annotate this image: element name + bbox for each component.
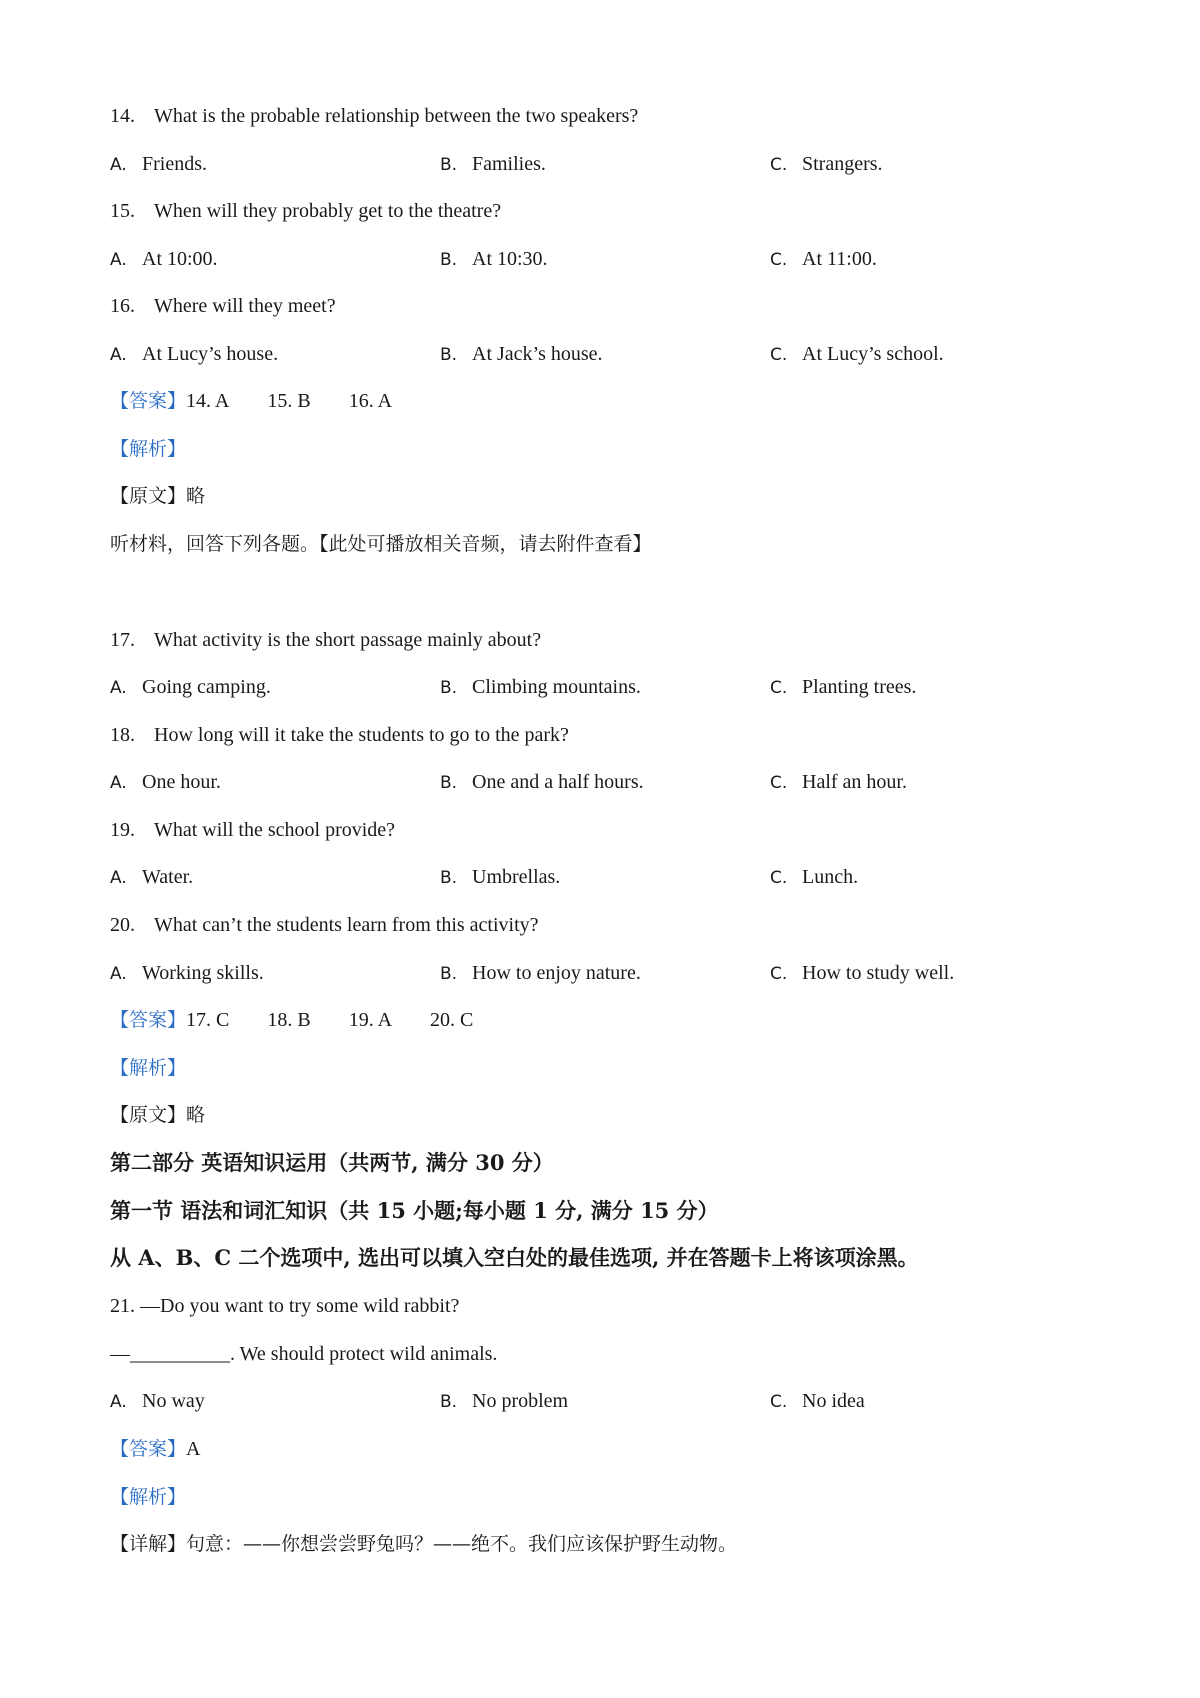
option-text: Climbing mountains.	[472, 676, 641, 698]
option-letter: C.	[770, 964, 788, 984]
question-20	[110, 912, 539, 938]
option-text: Lunch.	[802, 866, 859, 888]
original-line	[110, 1102, 205, 1128]
option-a	[110, 1388, 205, 1415]
option-letter: C.	[770, 250, 788, 270]
option-letter: A.	[110, 773, 127, 793]
option-letter: B.	[440, 250, 458, 270]
analysis-label: 【解析】	[110, 438, 187, 460]
option-text: One hour.	[142, 771, 221, 793]
answer-label: 【答案】	[110, 390, 187, 412]
option-text: Planting trees.	[802, 676, 917, 698]
option-text: Strangers.	[802, 153, 883, 175]
option-c	[770, 769, 907, 796]
option-b	[440, 151, 546, 178]
answer-item: 17. C	[186, 1009, 230, 1031]
option-letter: A.	[110, 964, 127, 984]
option-letter: B.	[440, 155, 458, 175]
option-letter: B.	[440, 678, 458, 698]
option-a	[110, 674, 271, 701]
option-letter: B.	[440, 773, 458, 793]
option-a	[110, 246, 218, 273]
option-text: At 10:00.	[142, 248, 218, 270]
original-line	[110, 483, 205, 509]
option-text: Working skills.	[142, 962, 264, 984]
option-letter: B.	[440, 964, 458, 984]
original-text: 略	[186, 485, 206, 507]
answer-line	[110, 1436, 200, 1462]
answer-item: 16. A	[348, 390, 393, 412]
option-text: No problem	[472, 1390, 569, 1412]
option-a	[110, 151, 207, 178]
option-a	[110, 864, 193, 891]
question-text: How long will it take the students to go to the park?	[154, 724, 569, 746]
option-c	[770, 674, 916, 701]
answer-label: 【答案】	[110, 1009, 187, 1031]
option-text: Friends.	[142, 153, 207, 175]
option-letter: A.	[110, 250, 127, 270]
question-number: 14.	[110, 105, 135, 127]
answer-item: A	[186, 1438, 201, 1460]
option-b	[440, 341, 603, 368]
option-letter: C.	[770, 1392, 788, 1412]
option-letter: C.	[770, 155, 788, 175]
question-17	[110, 627, 541, 653]
question-text: What will the school provide?	[154, 819, 396, 841]
option-b	[440, 1388, 568, 1415]
question-21-response: —__________. We should protect wild animals.	[110, 1343, 498, 1365]
option-a	[110, 341, 278, 368]
option-text: Water.	[142, 866, 194, 888]
answer-line	[110, 1007, 511, 1033]
analysis-label: 【解析】	[110, 1486, 187, 1508]
part-heading: 第二部分 英语知识运用（共两节, 满分 30 分）	[110, 1150, 554, 1175]
option-text: How to enjoy nature.	[472, 962, 641, 984]
instruction-heading: 从 A、B、C 二个选项中, 选出可以填入空白处的最佳选项, 并在答题卡上将该项涂黑。	[110, 1245, 919, 1270]
option-text: No way	[142, 1390, 205, 1412]
answer-label: 【答案】	[110, 1438, 187, 1460]
option-c	[770, 246, 877, 273]
option-letter: C.	[770, 678, 788, 698]
question-16	[110, 293, 336, 319]
option-a	[110, 769, 221, 796]
question-text: When will they probably get to the theatre?	[154, 200, 502, 222]
option-letter: C.	[770, 345, 788, 365]
option-letter: C.	[770, 868, 788, 888]
option-b	[440, 246, 548, 273]
option-text: One and a half hours.	[472, 771, 644, 793]
question-14	[110, 103, 638, 129]
option-letter: A.	[110, 155, 127, 175]
section-heading: 第一节 语法和词汇知识（共 15 小题;每小题 1 分, 满分 15 分）	[110, 1198, 719, 1223]
option-letter: A.	[110, 345, 127, 365]
option-text: At Lucy’s school.	[802, 343, 944, 365]
option-text: At Lucy’s house.	[142, 343, 279, 365]
question-text: What activity is the short passage mainly about?	[154, 629, 542, 651]
listen-instruction: 听材料，回答下列各题。【此处可播放相关音频，请去附件查看】	[110, 533, 652, 555]
question-number: 16.	[110, 295, 135, 317]
question-19	[110, 817, 395, 843]
original-label: 【原文】	[110, 1104, 187, 1126]
option-text: Going camping.	[142, 676, 271, 698]
option-b	[440, 769, 644, 796]
option-text: At Jack’s house.	[472, 343, 603, 365]
option-letter: A.	[110, 1392, 127, 1412]
analysis-label: 【解析】	[110, 1057, 187, 1079]
detail-line	[110, 1531, 737, 1557]
option-c	[770, 960, 954, 987]
answer-item: 18. B	[267, 1009, 311, 1031]
question-text: What is the probable relationship between the two speakers?	[154, 105, 639, 127]
question-text: Where will they meet?	[154, 295, 336, 317]
question-number: 19.	[110, 819, 135, 841]
answer-item: 20. C	[430, 1009, 474, 1031]
option-text: Half an hour.	[802, 771, 907, 793]
option-c	[770, 341, 944, 368]
answer-item: 14. A	[186, 390, 230, 412]
detail-label: 【详解】	[110, 1533, 187, 1555]
option-letter: B.	[440, 345, 458, 365]
option-b	[440, 960, 641, 987]
original-label: 【原文】	[110, 485, 187, 507]
option-c	[770, 151, 883, 178]
option-c	[770, 864, 858, 891]
option-a	[110, 960, 264, 987]
option-text: How to study well.	[802, 962, 955, 984]
option-letter: B.	[440, 1392, 458, 1412]
question-15	[110, 198, 501, 224]
option-b	[440, 864, 560, 891]
option-c	[770, 1388, 865, 1415]
option-letter: A.	[110, 868, 127, 888]
option-text: Umbrellas.	[472, 866, 561, 888]
question-18	[110, 722, 569, 748]
option-text: Families.	[472, 153, 546, 175]
answer-item: 19. A	[348, 1009, 393, 1031]
option-text: At 10:30.	[472, 248, 548, 270]
question-number: 15.	[110, 200, 135, 222]
option-text: No idea	[802, 1390, 865, 1412]
question-number: 18.	[110, 724, 135, 746]
answer-item: 15. B	[267, 390, 311, 412]
option-letter: C.	[770, 773, 788, 793]
question-text: What can’t the students learn from this activity?	[154, 914, 539, 936]
option-text: At 11:00.	[802, 248, 877, 270]
detail-text: 句意：——你想尝尝野兔吗？——绝不。我们应该保护野生动物。	[186, 1533, 738, 1555]
option-letter: A.	[110, 678, 127, 698]
option-b	[440, 674, 641, 701]
option-letter: B.	[440, 868, 458, 888]
original-text: 略	[186, 1104, 206, 1126]
answer-line	[110, 388, 430, 414]
question-number: 17.	[110, 629, 135, 651]
question-21: 21. —Do you want to try some wild rabbit?	[110, 1295, 460, 1317]
question-number: 20.	[110, 914, 135, 936]
